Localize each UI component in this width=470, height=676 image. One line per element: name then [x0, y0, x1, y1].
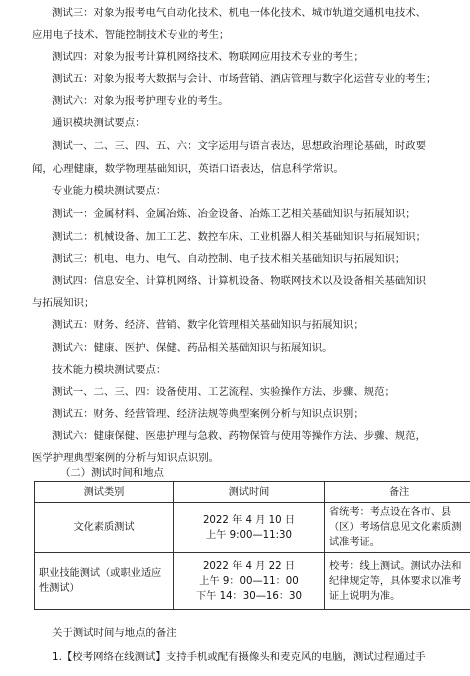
- time-line: 2022 年 4 月 22 日: [202, 560, 296, 572]
- text-line: 1.【校考网络在线测试】支持手机或配有摄像头和麦克风的电脑，测试过程通过手: [52, 651, 426, 663]
- text-line: 测试三：机电、电力、电气、自动控制、电子技术相关基础知识与拓展知识；: [52, 253, 406, 265]
- text-line: 通识模块测试要点：: [52, 117, 146, 129]
- text-line: 测试五：对象为报考大数据与会计、市场营销、酒店管理与数字化运营专业的考生；: [52, 73, 437, 85]
- text-line: 测试一、二、三、四：设备使用、工艺流程、实验操作方法、步骤、规范；: [52, 386, 395, 398]
- time-line: 上午 9:00—11:30: [205, 529, 293, 541]
- text-line: 测试一：金属材料、金属冶炼、冶金设备、冶炼工艺相关基础知识与拓展知识；: [52, 208, 416, 220]
- table-row: [35, 553, 470, 610]
- column-header: 备注: [325, 482, 470, 503]
- text-line: 测试四：对象为报考计算机网络技术、物联网应用技术专业的考生；: [52, 51, 364, 63]
- time-line: 下午 14：30—16：30: [195, 590, 303, 602]
- text-line: 测试六：健康、医护、保健、药品相关基础知识与拓展知识。: [52, 342, 333, 354]
- table-header-row: [35, 482, 470, 503]
- text-line: 闻，心理健康，数学物理基础知识，英语口语表达，信息科学常识。: [32, 163, 344, 175]
- text-line: 应用电子技术、智能控制技术专业的考生；: [32, 29, 230, 41]
- text-line: 测试二：机械设备、加工工艺、数控车床、工业机器人相关基础知识与拓展知识；: [52, 231, 427, 243]
- text-line: 专业能力模块测试要点：: [52, 185, 167, 197]
- schedule-table: [34, 481, 470, 610]
- text-line: 测试六：对象为报考护理专业的考生。: [52, 95, 229, 107]
- text-line: 测试六：健康保健、医患护理与急救、药物保管与使用等操作方法、步骤、规范，: [52, 430, 427, 442]
- text-line: 与拓展知识；: [32, 297, 95, 309]
- table-cell-time: [174, 503, 325, 553]
- time-line: 2022 年 4 月 10 日: [202, 514, 296, 526]
- text-line: 关于测试时间与地点的备注: [52, 627, 177, 639]
- column-header: 测试类别: [35, 482, 174, 503]
- table-cell-category: 职业技能测试（或职业适应性测试）: [35, 553, 174, 610]
- time-line: 上午 9：00—11：00: [199, 575, 299, 587]
- text-line: 测试五：财务、经营管理、经济法规等典型案例分析与知识点识别；: [52, 408, 364, 420]
- text-line: 测试四：信息安全、计算机网络、计算机设备、物联网技术以及设备相关基础知识: [52, 275, 427, 287]
- section-heading: （二）测试时间和地点: [60, 467, 164, 479]
- table-cell-note: 省统考：考点设在各市、县（区）考场信息见文化素质测试准考证。: [325, 503, 470, 553]
- text-line: 医学护理典型案例的分析与知识点识别。: [32, 452, 220, 464]
- text-line: 技术能力模块测试要点：: [52, 364, 167, 376]
- column-header: 测试时间: [174, 482, 325, 503]
- table-row: [35, 503, 470, 553]
- table-cell-note: 校考：线上测试。测试办法和纪律规定等，具体要求以准考证上说明为准。: [325, 553, 470, 610]
- table-cell-time: [174, 553, 325, 610]
- text-line: 测试五：财务、经济、营销、数字化管理相关基础知识与拓展知识；: [52, 319, 364, 331]
- text-line: 测试三：对象为报考电气自动化技术、机电一体化技术、城市轨道交通机电技术、: [52, 7, 427, 19]
- text-line: 测试一、二、三、四、五、六：文字运用与语言表达，思想政治理论基础，时政要: [52, 140, 427, 152]
- table-cell-category: 文化素质测试: [35, 503, 174, 553]
